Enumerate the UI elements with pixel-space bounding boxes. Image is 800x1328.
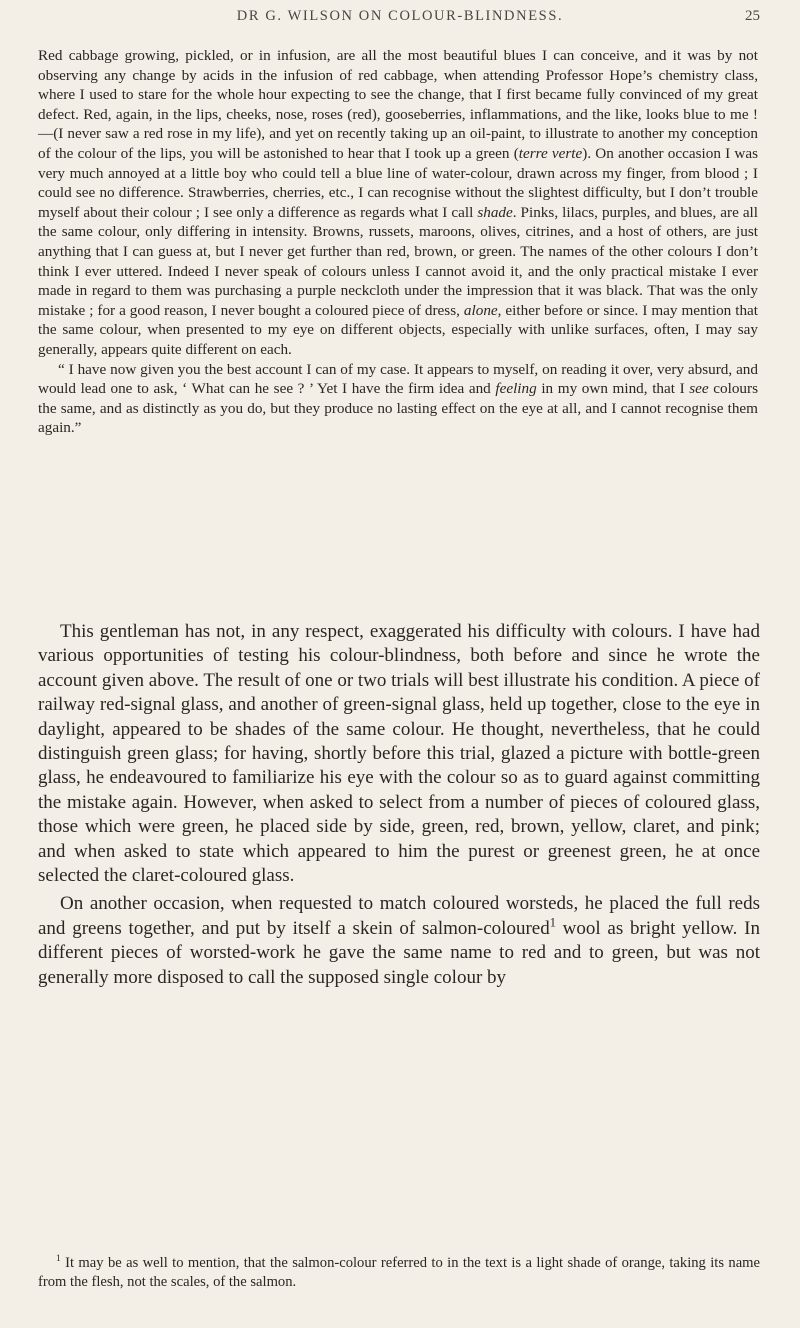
text-run: ). On another occasion I was very much annoyed at a little boy who could tell a blue line of water-colour, drawn across my finger, from blood ; I could see no difference. Strawberries, cherries, etc., I can recognise without the slightest difficulty, but I don’t trouble myself about their colour ; I see only a difference as regards what I call <box>38 144 758 221</box>
text-run: wool as bright yellow. In different pieces of worsted-work he gave the same name to red and to green, but was not generally more disposed to call the supposed single colour by <box>38 917 760 988</box>
body-paragraph-1 <box>38 620 760 888</box>
quoted-letter <box>38 46 758 438</box>
running-title: DR G. WILSON ON COLOUR-BLINDNESS. <box>236 8 564 24</box>
page-number: 25 <box>745 8 760 24</box>
running-head <box>0 8 800 36</box>
quote-paragraph-1 <box>38 46 758 360</box>
text-run: , either before or since. I may mention that the same colour, when presented to my eye on different objects, especially with unlike surfaces, often, I may say generally, appears quite different on each. <box>38 301 759 358</box>
italic-run: terre verte <box>518 144 583 162</box>
text-run: colours the same, and as distinctly as you do, but they produce no lasting effect on the eye at all, and I cannot recognise them again.” <box>38 380 758 437</box>
text-run: Red cabbage growing, pickled, or in infusion, are all the most beautiful blues I can conceive, and it was by not observing any change by acids in the infusion of red cabbage, when attending Professor Hope’s chemistry class, where I used to stare for the whole hour expecting to see the change, that I first became fully convinced of my great defect. Red, again, in the lips, cheeks, nose, roses (red), gooseberries, inflammations, and the like, looks blue to me ! —(I never saw a red rose in my life), and yet on recently taking up an oil-paint, to illustrate to another my conception of the colour of the lips, you will be astonished to hear that I took up a green ( <box>38 47 758 162</box>
italic-run: see <box>689 380 709 398</box>
italic-run: alone <box>463 301 498 319</box>
text-run: On another occasion, when requested to match coloured worsteds, he placed the full reds and greens together, and put by itself a skein of salmon-coloured <box>38 893 760 939</box>
italic-run: feeling <box>495 380 537 398</box>
text-run: This gentleman has not, in any respect, exaggerated his difficulty with colours. I have had various opportunities of testing his colour-blindness, both before and since he wrote the account given above. The result of one or two trials will best illustrate his condition. A piece of railway red-signal glass, and another of green-signal glass, held up together, close to the eye in daylight, appeared to be shades of the same colour. He thought, nevertheless, that he could distinguish green glass; for having, shortly before this trial, glazed a picture with bottle-green glass, he endeavoured to familiarize his eye with the colour so as to guard against committing the mistake again. However, when asked to select from a number of pieces of coloured glass, those which were green, he placed side by side, green, red, brown, yellow, claret, and pink; and when asked to state which appeared to him the purest or greenest green, he at once selected the claret-coloured glass. <box>38 621 761 887</box>
body-text <box>38 620 760 994</box>
footnote-paragraph <box>38 1254 760 1291</box>
text-run: in my own mind, that I <box>536 380 690 398</box>
quote-paragraph-2 <box>38 360 758 438</box>
footnote <box>38 1254 760 1291</box>
italic-run: shade <box>477 203 513 221</box>
text-run: . Pinks, lilacs, purples, and blues, are all the same colour, only differing in intensity. Browns, russets, maroons, olives, citrines, and a host of others, are just anything that I can guess at, but I never get further than red, brown, or green. The names of the other colours I don’t think I ever uttered. Indeed I never speak of colours unless I cannot avoid it, and the only practical mistake I ever made in regard to them was purchasing a purple neckcloth under the impression that it was black. That was the only mistake ; for a good reason, I never bought a coloured piece of dress, <box>38 203 758 319</box>
footnote-text: It may be as well to mention, that the salmon-colour referred to in the text is a light shade of orange, taking its name from the flesh, not the scales, of the salmon. <box>38 1255 760 1290</box>
footnote-marker: 1 <box>56 1254 61 1265</box>
text-run: “ I have now given you the best account I can of my case. It appears to myself, on reading it over, very absurd, and would lead one to ask, ‘ What can he see ? ’ Yet I have the firm idea and <box>38 360 758 398</box>
body-paragraph-2 <box>38 892 760 990</box>
footnote-reference[interactable]: 1 <box>549 915 556 930</box>
